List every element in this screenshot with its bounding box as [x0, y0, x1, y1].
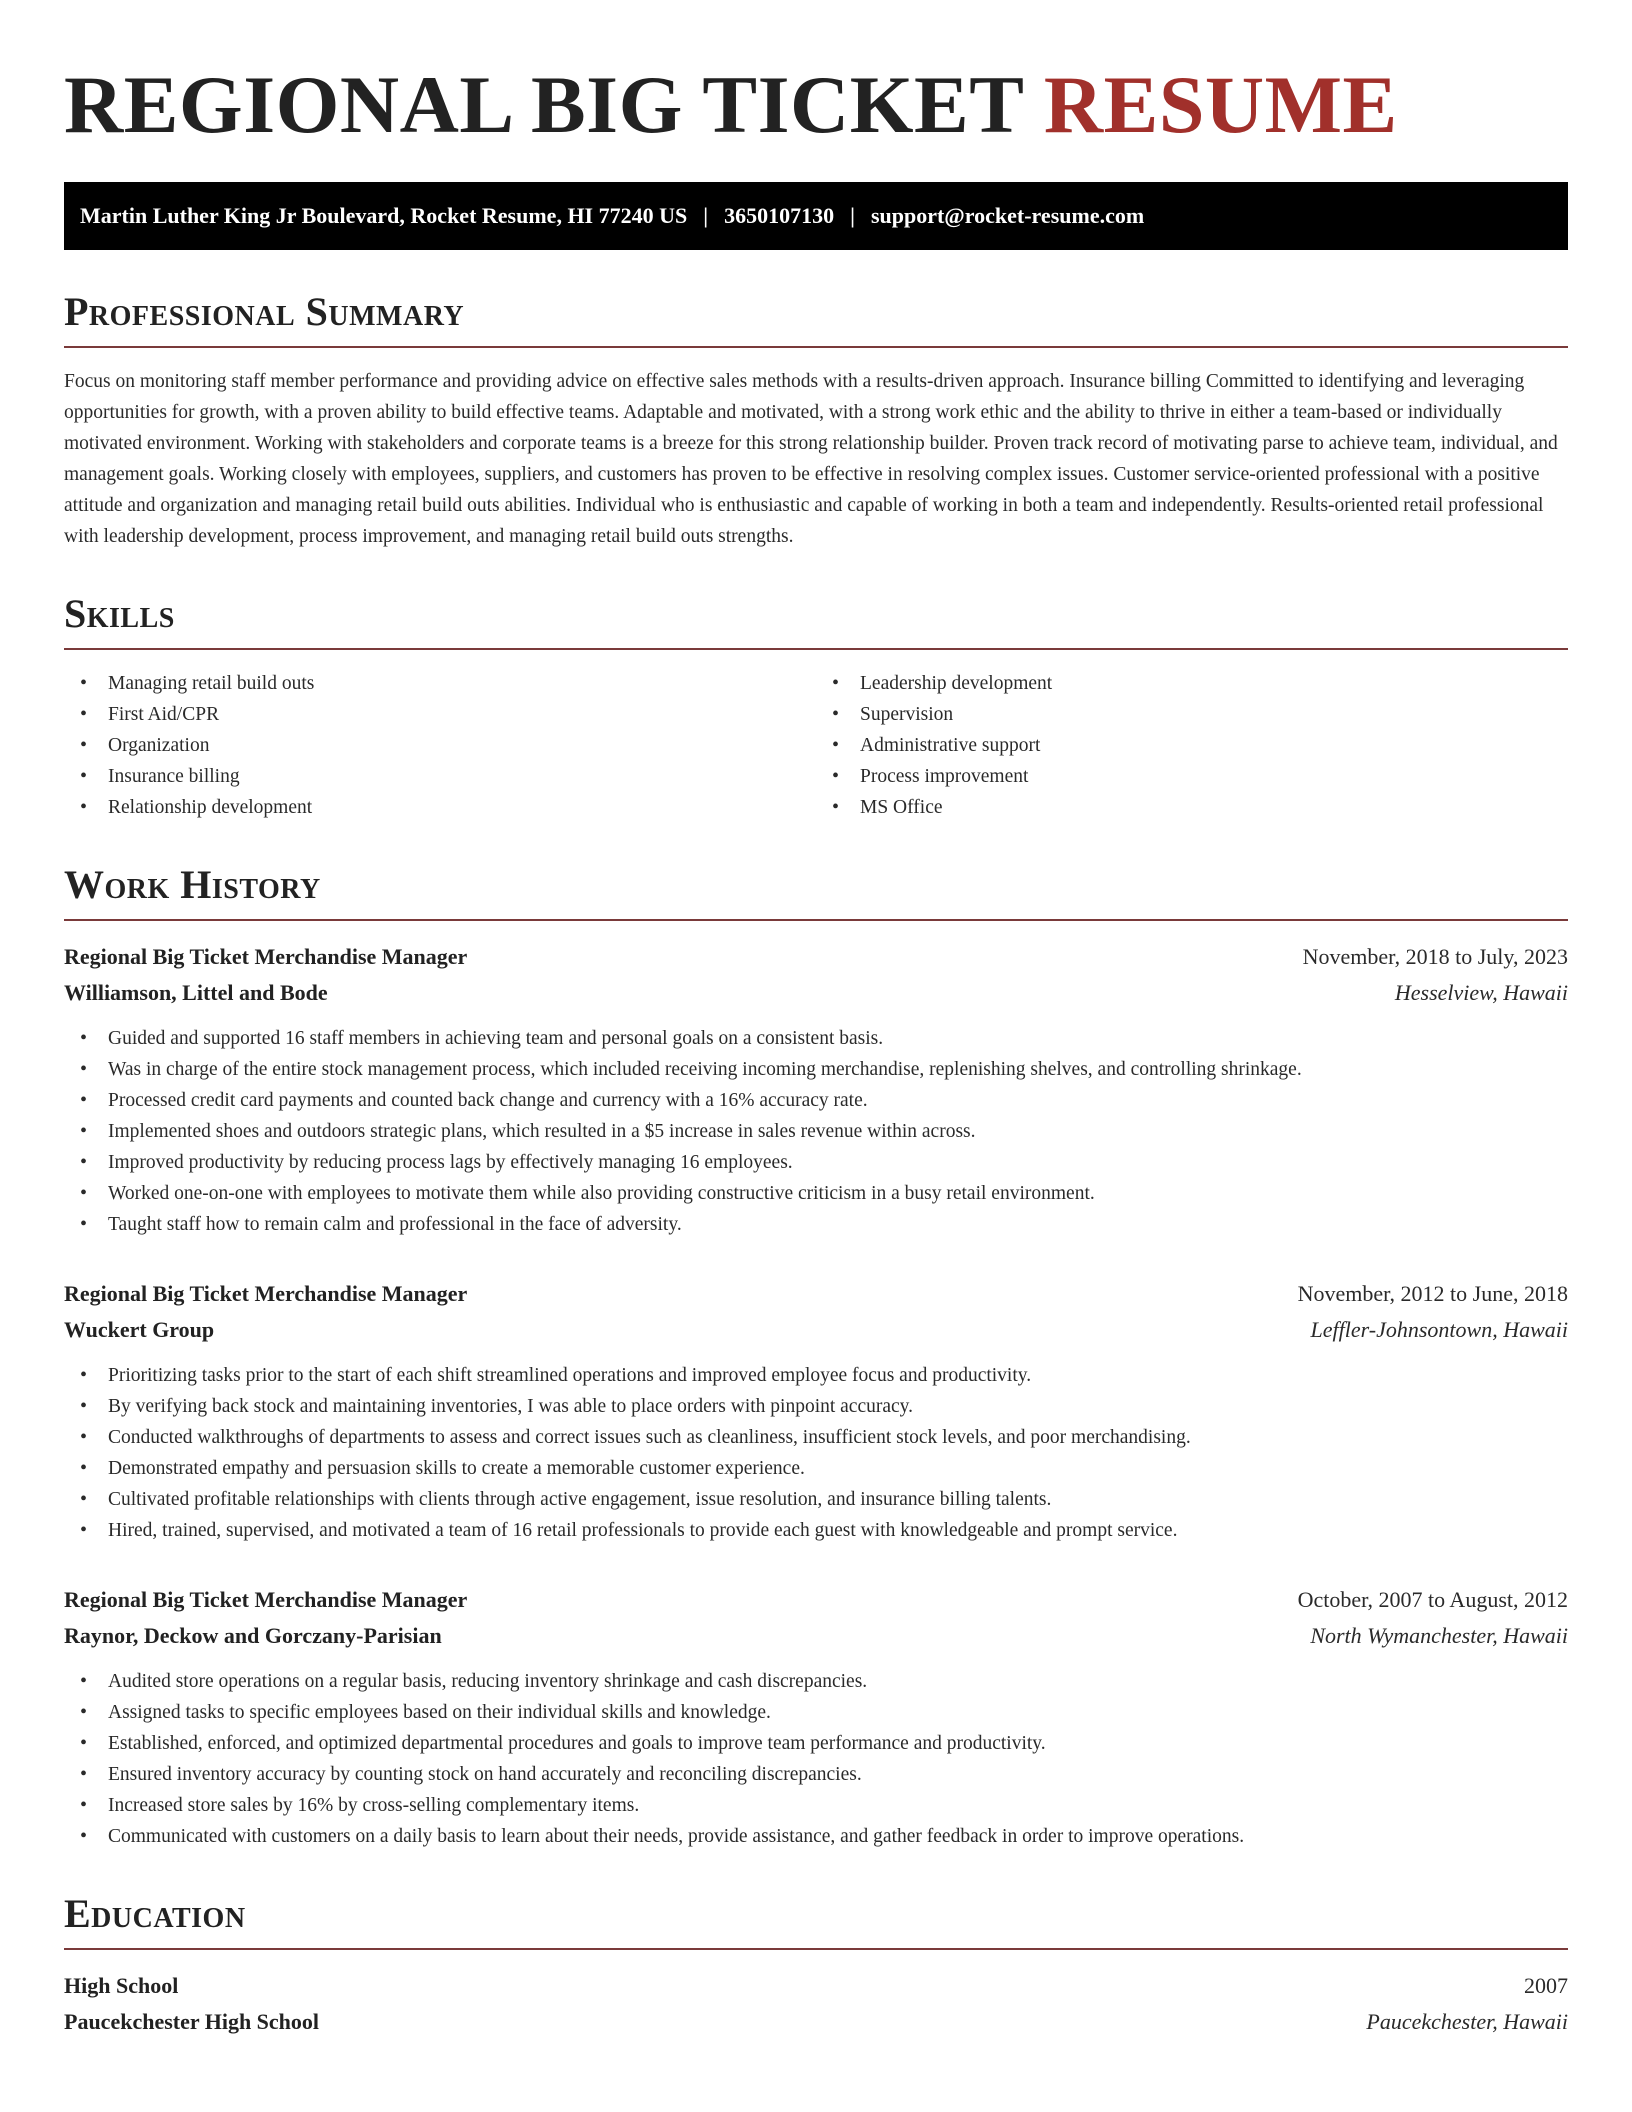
contact-email[interactable]: support@rocket-resume.com — [870, 203, 1145, 228]
job-company: Wuckert Group — [64, 1317, 215, 1342]
job-dates: October, 2007 to August, 2012 — [1297, 1587, 1568, 1612]
job-title: Regional Big Ticket Merchandise Manager — [64, 1281, 468, 1306]
contact-separator: | — [850, 203, 855, 228]
job-bullets — [64, 1023, 1568, 1240]
section-title-skills: Skills — [64, 591, 175, 636]
job-entry — [64, 1582, 1568, 1852]
skill-item: • MS Office — [816, 792, 1568, 823]
work-history-section — [64, 863, 1568, 1852]
skill-item: • Leadership development — [816, 668, 1568, 699]
education-degree: High School — [64, 1973, 179, 1998]
skill-item: • Organization — [64, 730, 816, 761]
job-entry — [64, 939, 1568, 1240]
job-bullet: • Communicated with customers on a daily basis to learn about their needs, provide assistance, and gather feedback in order to improve operations. — [64, 1821, 1568, 1852]
skill-item: • Supervision — [816, 699, 1568, 730]
section-divider — [64, 346, 1568, 348]
job-bullet: • Demonstrated empathy and persuasion skills to create a memorable customer experience. — [64, 1453, 1568, 1484]
education-school: Paucekchester High School — [64, 2009, 320, 2034]
job-subheader — [64, 1618, 1568, 1654]
skill-item: • Relationship development — [64, 792, 816, 823]
skill-item: • First Aid/CPR — [64, 699, 816, 730]
education-location: Paucekchester, Hawaii — [1366, 2009, 1568, 2034]
job-company: Raynor, Deckow and Gorczany-Parisian — [64, 1623, 442, 1648]
skill-item: • Managing retail build outs — [64, 668, 816, 699]
job-location: Hesselview, Hawaii — [1394, 980, 1568, 1005]
job-bullet: • Taught staff how to remain calm and professional in the face of adversity. — [64, 1209, 1568, 1240]
contact-separator: | — [703, 203, 709, 228]
resume-title — [64, 59, 1568, 150]
skills-column-right — [816, 668, 1568, 823]
skill-item: • Administrative support — [816, 730, 1568, 761]
job-bullet: • Cultivated profitable relationships with clients through active engagement, issue resolution, and insurance billing talents. — [64, 1484, 1568, 1515]
job-header — [64, 939, 1568, 975]
section-divider — [64, 648, 1568, 650]
job-bullet: • By verifying back stock and maintaining inventories, I was able to place orders with pinpoint accuracy. — [64, 1391, 1568, 1422]
job-bullet: • Implemented shoes and outdoors strategic plans, which resulted in a $5 increase in sales revenue within across. — [64, 1116, 1568, 1147]
job-bullet: • Worked one-on-one with employees to motivate them while also providing constructive criticism in a busy retail environment. — [64, 1178, 1568, 1209]
job-bullets — [64, 1360, 1568, 1546]
title-main: REGIONAL BIG TICKET — [64, 59, 1023, 150]
skill-item: • Process improvement — [816, 761, 1568, 792]
contact-phone: 3650107130 — [724, 203, 835, 228]
education-entry — [64, 1968, 1568, 2040]
job-header — [64, 1276, 1568, 1312]
job-subheader — [64, 1312, 1568, 1348]
skills-section — [64, 592, 1568, 823]
job-dates: November, 2018 to July, 2023 — [1302, 944, 1568, 969]
job-bullet: • Hired, trained, supervised, and motivated a team of 16 retail professionals to provide each guest with knowledgeable and prompt service. — [64, 1515, 1568, 1546]
section-title-education: Education — [64, 1891, 246, 1936]
job-bullet: • Improved productivity by reducing process lags by effectively managing 16 employees. — [64, 1147, 1568, 1178]
job-subheader — [64, 975, 1568, 1011]
job-dates: November, 2012 to June, 2018 — [1297, 1281, 1568, 1306]
section-divider — [64, 919, 1568, 921]
job-location: Leffler-Johnsontown, Hawaii — [1310, 1317, 1568, 1342]
job-header — [64, 1582, 1568, 1618]
education-year: 2007 — [1524, 1973, 1568, 1998]
job-bullets — [64, 1666, 1568, 1852]
job-bullet: • Was in charge of the entire stock management process, which included receiving incoming merchandise, replenishing shelves, and controlling shrinkage. — [64, 1054, 1568, 1085]
contact-address: Martin Luther King Jr Boulevard, Rocket Resume, HI 77240 US — [80, 203, 688, 228]
job-company: Williamson, Littel and Bode — [64, 980, 328, 1005]
contact-bar — [64, 182, 1568, 250]
summary-section — [64, 290, 1568, 552]
skill-item: • Insurance billing — [64, 761, 816, 792]
summary-text: Focus on monitoring staff member performance and providing advice on effective sales methods with a results-driven approach. Insurance billing Committed to identifying and leveraging opportunities for growth, with a proven ability to build effective teams. Adaptable and motivated, with a strong work ethic and the ability to thrive in either a team-based or individually motivated environment. Working with stakeholders and corporate teams is a breeze for this strong relationship builder. Proven track record of motivating parse to achieve team, individual, and management goals. Working closely with employees, suppliers, and customers has proven to be effective in resolving complex issues. Customer service-oriented professional with a positive attitude and organization and managing retail build outs abilities. Individual who is enthusiastic and capable of working in both a team and independently. Results-oriented retail professional with leadership development, process improvement, and managing retail build outs strengths. — [64, 371, 1558, 547]
education-subheader — [64, 2004, 1568, 2040]
job-title: Regional Big Ticket Merchandise Manager — [64, 944, 468, 969]
job-bullet: • Guided and supported 16 staff members in achieving team and personal goals on a consistent basis. — [64, 1023, 1568, 1054]
education-header — [64, 1968, 1568, 2004]
job-bullet: • Prioritizing tasks prior to the start of each shift streamlined operations and improved employee focus and productivity. — [64, 1360, 1568, 1391]
job-bullet: • Established, enforced, and optimized departmental procedures and goals to improve team performance and productivity. — [64, 1728, 1568, 1759]
job-bullet: • Increased store sales by 16% by cross-selling complementary items. — [64, 1790, 1568, 1821]
job-bullet: • Processed credit card payments and counted back change and currency with a 16% accuracy rate. — [64, 1085, 1568, 1116]
job-bullet: • Audited store operations on a regular basis, reducing inventory shrinkage and cash discrepancies. — [64, 1666, 1568, 1697]
title-accent: RESUME — [1043, 59, 1398, 150]
job-title: Regional Big Ticket Merchandise Manager — [64, 1587, 468, 1612]
job-bullet: • Conducted walkthroughs of departments to assess and correct issues such as cleanliness, insufficient stock levels, and poor merchandising. — [64, 1422, 1568, 1453]
job-location: North Wymanchester, Hawaii — [1310, 1623, 1568, 1648]
section-divider — [64, 1948, 1568, 1950]
section-title-work-history: Work History — [64, 862, 321, 907]
section-title-summary: Professional Summary — [64, 289, 465, 334]
job-entry — [64, 1276, 1568, 1546]
skills-column-left — [64, 668, 816, 823]
job-bullet: • Assigned tasks to specific employees based on their individual skills and knowledge. — [64, 1697, 1568, 1728]
education-section — [64, 1892, 1568, 2040]
job-bullet: • Ensured inventory accuracy by counting stock on hand accurately and reconciling discrepancies. — [64, 1759, 1568, 1790]
skills-list — [64, 668, 1568, 823]
